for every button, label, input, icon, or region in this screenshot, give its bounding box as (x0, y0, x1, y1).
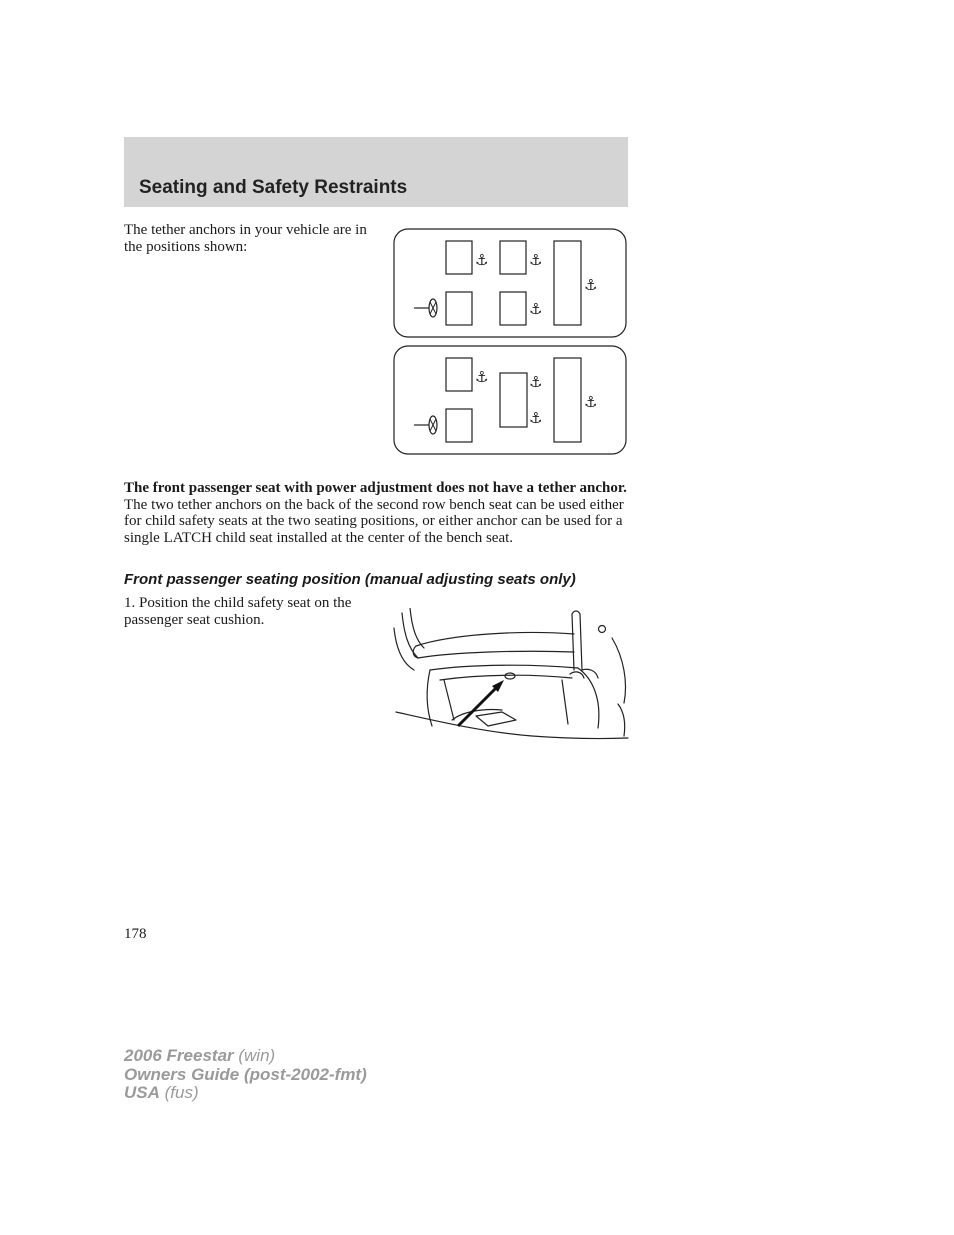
paragraph-rest: The two tether anchors on the back of the second row bench seat can be used either for child safety seats at the two seating positions, or either anchor can be used for a single LATCH child seat installed at the center of the bench seat. (124, 496, 624, 546)
tether-anchor-diagram-top (393, 228, 627, 338)
anchor-icon: ⚓︎ (584, 393, 598, 411)
seat-front-left (446, 409, 472, 442)
anchor-icon: ⚓︎ (475, 251, 489, 269)
page-number: 178 (124, 926, 147, 942)
tether-anchor-paragraph (124, 480, 628, 546)
anchor-icon: ⚓︎ (529, 251, 543, 269)
footer-line-model (124, 1047, 367, 1066)
seat-cushion-illustration (392, 608, 630, 742)
paragraph-bold-lead: The front passenger seat with power adjustment does not have a tether anchor. (124, 480, 627, 496)
anchor-icon: ⚓︎ (529, 409, 543, 427)
section-title: Seating and Safety Restraints (139, 177, 408, 198)
seat-second-row-bench (500, 373, 527, 427)
anchor-icon: ⚓︎ (475, 368, 489, 386)
sub-heading: Front passenger seating position (manual adjusting seats only) (124, 571, 576, 588)
footer-region: USA (124, 1083, 160, 1102)
seat-front-right (446, 358, 472, 391)
step-one-text: 1. Position the child safety seat on the passenger seat cushion. (124, 595, 352, 628)
document-footer (124, 1047, 367, 1103)
footer-guide: Owners Guide (post-2002-fmt) (124, 1064, 367, 1084)
section-header-band (124, 137, 628, 207)
seat-third-row-bench (554, 358, 581, 442)
footer-model: 2006 Freestar (124, 1046, 234, 1065)
seat-second-row-left (500, 292, 526, 325)
anchor-icon: ⚓︎ (529, 300, 543, 318)
tether-anchor-diagram-bottom (393, 345, 627, 455)
anchor-icon: ⚓︎ (529, 373, 543, 391)
seat-third-row-bench (554, 241, 581, 325)
footer-line-region (124, 1084, 367, 1103)
footer-region-code: (fus) (159, 1083, 199, 1102)
seat-front-left (446, 292, 472, 325)
seat-second-row-right (500, 241, 526, 274)
seat-front-right (446, 241, 472, 274)
anchor-icon: ⚓︎ (584, 276, 598, 294)
intro-text: The tether anchors in your vehicle are in the positions shown: (124, 222, 367, 255)
footer-model-code: (win) (233, 1046, 276, 1065)
